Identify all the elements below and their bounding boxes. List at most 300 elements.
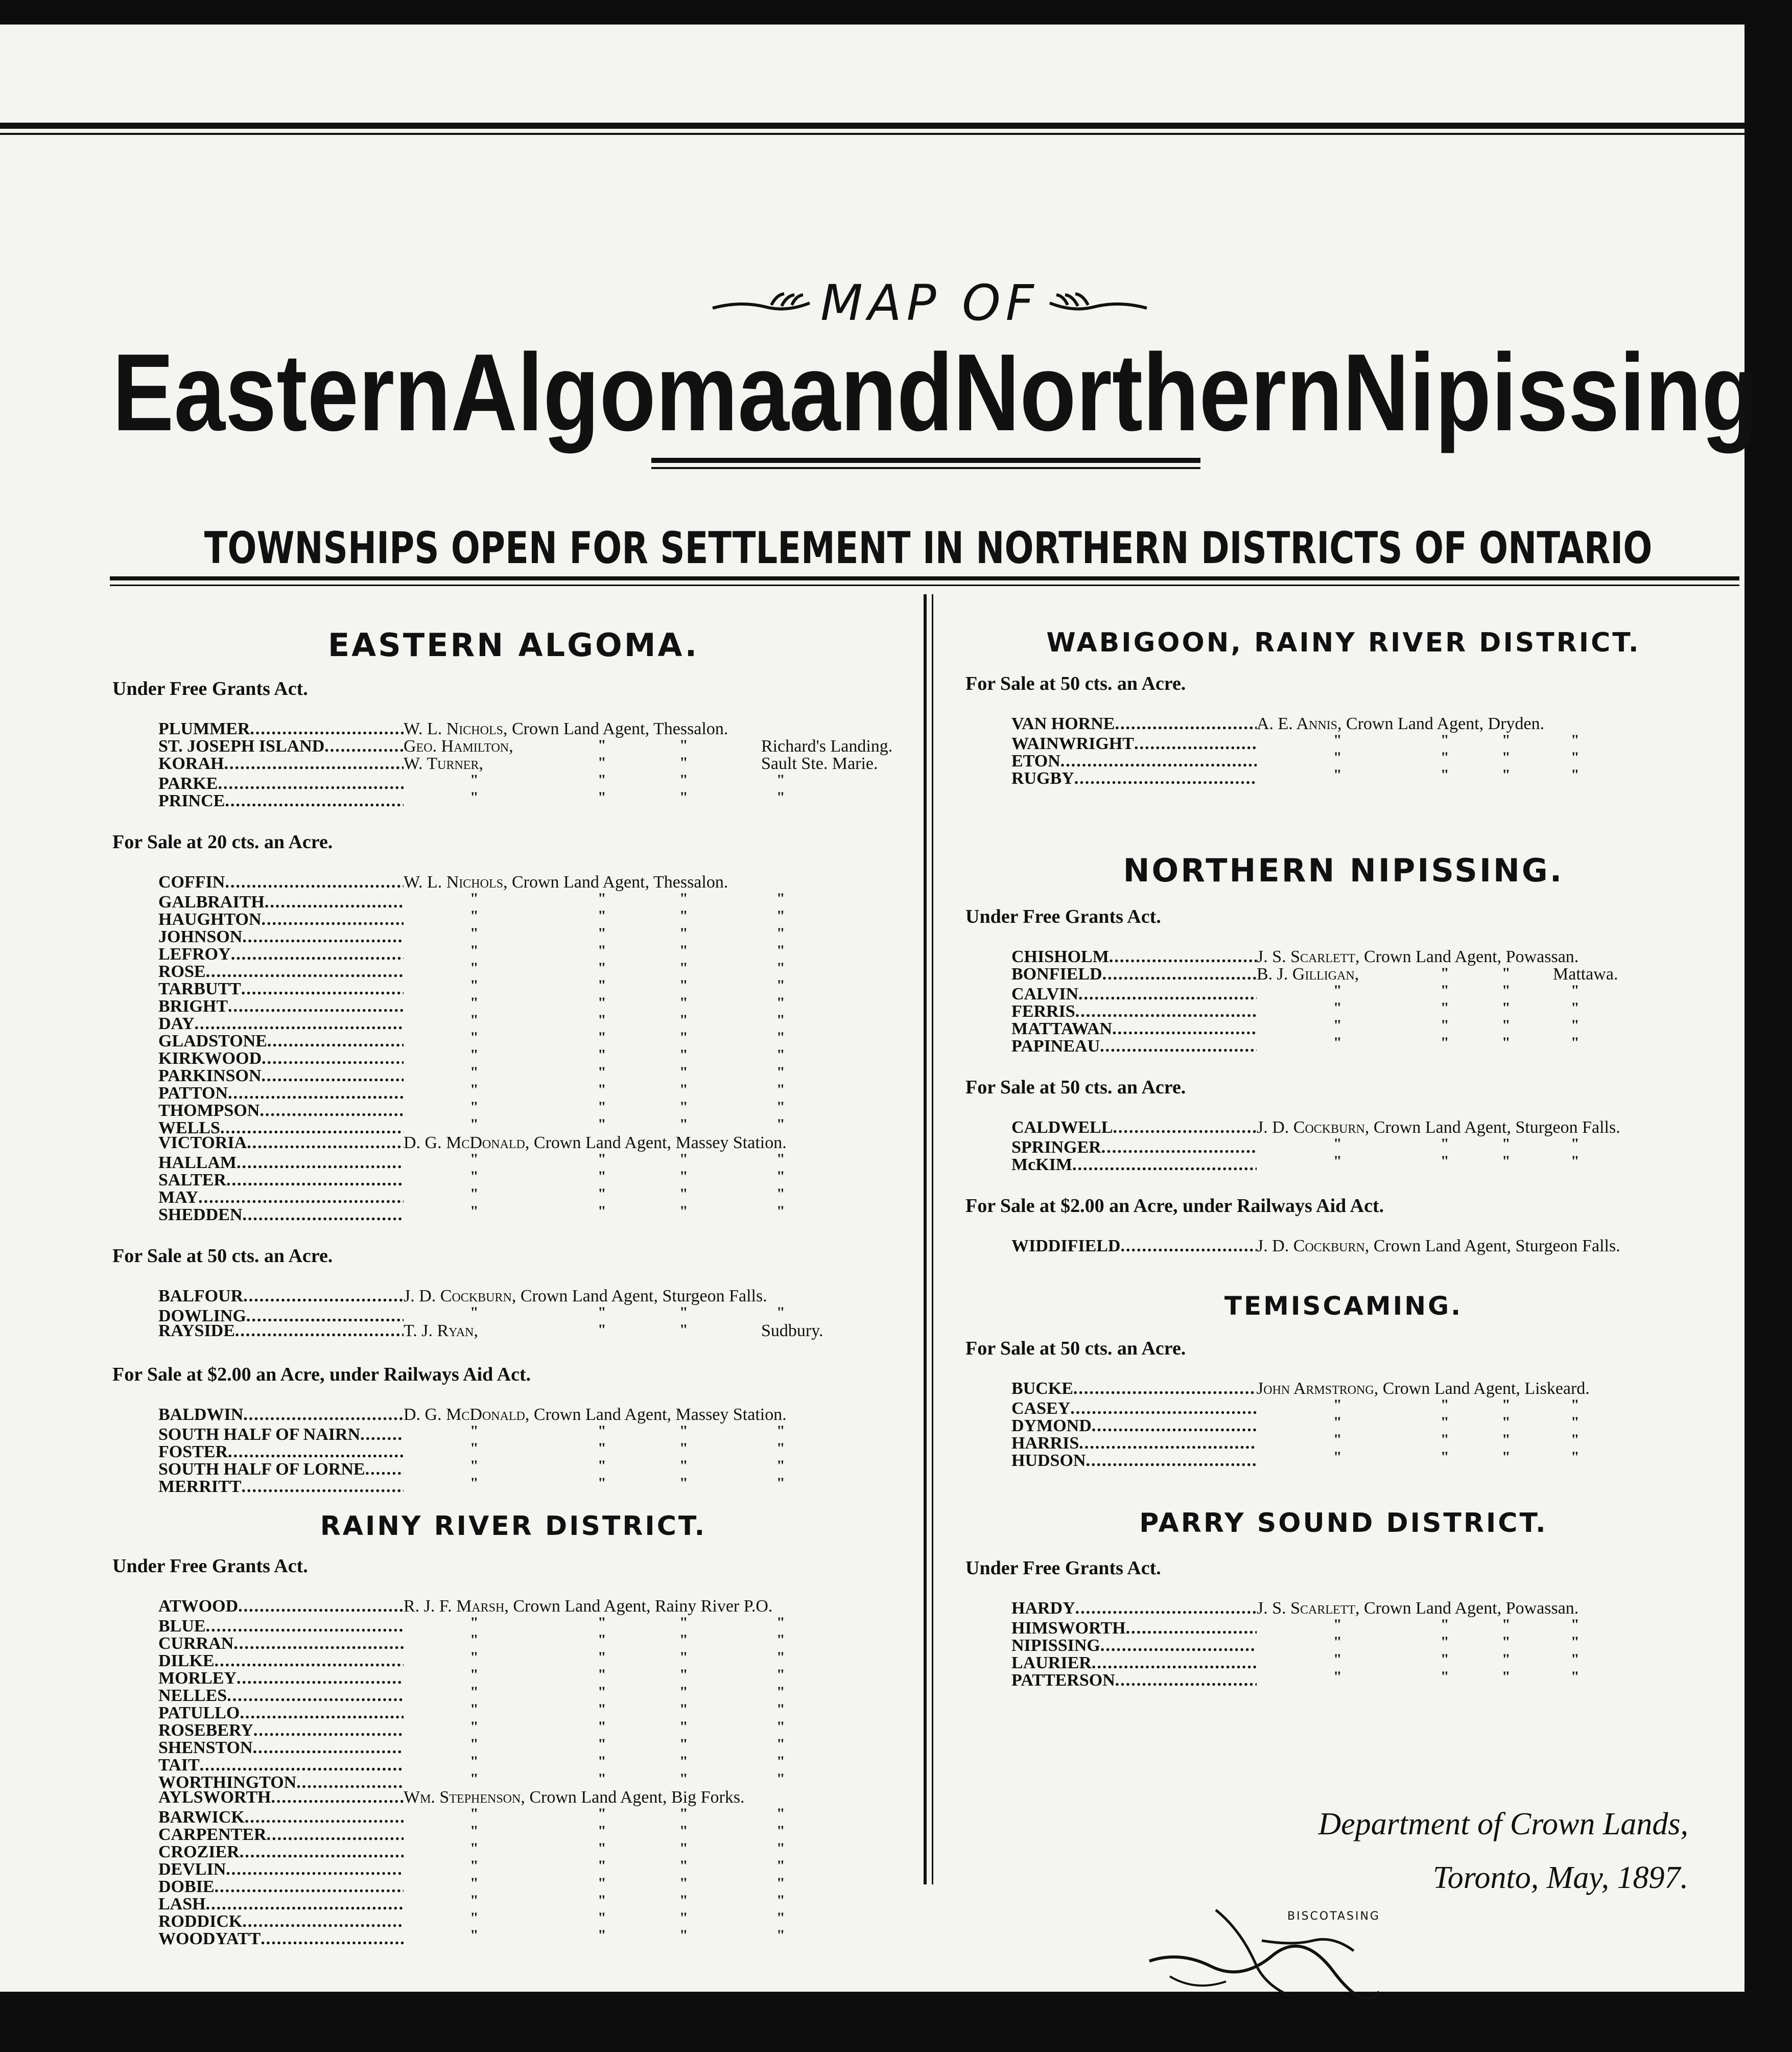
ditto-mark: ": [1441, 749, 1449, 766]
ditto-mark: ": [598, 977, 606, 994]
agent-name: B. J. Gilligan,: [1257, 965, 1359, 984]
township-row: [107, 737, 919, 754]
township-row: [107, 1823, 919, 1844]
agent-info: [404, 1753, 919, 1770]
ditto-mark: ": [776, 1304, 785, 1321]
agent-info: [404, 772, 919, 789]
agent-info: [1257, 965, 1727, 982]
terms-group: [960, 901, 1727, 1056]
leader-dots: [243, 1287, 404, 1306]
agent-name: Wm. Stephenson,: [404, 1788, 525, 1807]
ditto-mark: ": [776, 772, 785, 788]
ditto-mark: ": [1333, 999, 1342, 1016]
agent-info: [404, 1823, 919, 1840]
ditto-mark: ": [1571, 982, 1579, 999]
ditto-mark: ": [679, 1423, 688, 1439]
township-name-text: THOMPSON: [158, 1101, 260, 1120]
ditto-mark: ": [598, 942, 606, 959]
agent-info: [404, 1116, 919, 1133]
ditto-mark: ": [776, 1457, 785, 1474]
agent-info: [404, 907, 919, 925]
map-place-label: BISCOTASING: [1287, 1910, 1380, 1923]
township-name-text: PRINCE: [158, 791, 225, 810]
ditto-mark: ": [1333, 749, 1342, 766]
sale-terms: Under Free Grants Act.: [965, 1557, 1161, 1579]
township-name-text: SALTER: [158, 1171, 226, 1190]
ditto-mark: ": [776, 1892, 785, 1909]
agent-info: [1257, 732, 1727, 749]
township-row: [107, 1666, 919, 1688]
ditto-mark: ": [776, 942, 785, 959]
ditto-mark: ": [776, 1649, 785, 1666]
township-name: [158, 1287, 404, 1306]
township-name-text: VAN HORNE: [1011, 714, 1115, 733]
terms-group: [107, 673, 919, 810]
township-row: [960, 749, 1727, 771]
township-row: [107, 1892, 919, 1914]
ditto-mark: ": [598, 960, 606, 976]
ditto-mark: ": [598, 1666, 606, 1683]
township-name: [158, 754, 404, 774]
leader-dots: [271, 1788, 404, 1807]
township-name-text: GALBRAITH: [158, 893, 265, 912]
ditto-mark: ": [598, 1099, 606, 1115]
sale-terms: For Sale at $2.00 an Acre, under Railways Aid Act.: [112, 1364, 531, 1385]
ditto-mark: ": [598, 1753, 606, 1770]
ditto-mark: ": [1333, 1449, 1342, 1465]
township-row: [107, 1046, 919, 1068]
township-name: [158, 1788, 404, 1807]
agent-name: J. S. Scarlett,: [1257, 1599, 1360, 1618]
ditto-mark: ": [470, 1304, 479, 1321]
agent-place: Sudbury.: [761, 1321, 823, 1340]
ditto-mark: ": [598, 994, 606, 1011]
leader-dots: [225, 873, 404, 892]
agent-office: Crown Land Agent, Thessalon.: [507, 873, 728, 892]
agent-office: Crown Land Agent, Big Forks.: [525, 1788, 745, 1807]
township-name: [158, 1405, 404, 1425]
terms-group: [107, 827, 919, 1224]
ditto-mark: ": [679, 1099, 688, 1115]
ditto-mark: ": [679, 1475, 688, 1491]
ditto-mark: ": [1441, 1634, 1449, 1650]
ditto-mark: ": [470, 1475, 479, 1491]
agent-info: [404, 925, 919, 942]
section-rule-thin: [110, 585, 1739, 586]
ditto-mark: ": [1571, 1034, 1579, 1051]
district-block: [107, 617, 919, 1496]
township-row: [960, 1431, 1727, 1453]
ditto-mark: ": [1571, 732, 1579, 749]
ditto-mark: ": [470, 772, 479, 788]
ditto-mark: ": [776, 1840, 785, 1857]
ditto-mark: ": [776, 1805, 785, 1822]
township-row: [960, 982, 1727, 1004]
township-row: [107, 1321, 919, 1339]
township-row: [960, 1034, 1727, 1056]
district-heading: TEMISCAMING.: [1224, 1291, 1463, 1321]
footer-signature: [1318, 1798, 1688, 1905]
ditto-mark: ": [598, 1909, 606, 1926]
township-name-text: CASEY: [1011, 1399, 1071, 1418]
township-row: [107, 789, 919, 810]
agent-info: [404, 1649, 919, 1666]
ditto-mark: ": [679, 789, 688, 806]
ditto-mark: ": [679, 1736, 688, 1753]
township-name-text: DOWLING: [158, 1307, 246, 1325]
leader-dots: [1100, 1037, 1257, 1056]
ditto-mark: ": [470, 1736, 479, 1753]
agent-office: Crown Land Agent, Dryden.: [1341, 714, 1545, 733]
ditto-mark: ": [679, 754, 688, 771]
ditto-mark: ": [1333, 1616, 1342, 1633]
township-row: [107, 1875, 919, 1896]
ditto-mark: ": [776, 1684, 785, 1700]
township-name-text: SOUTH HALF OF NAIRN: [158, 1425, 361, 1444]
ditto-mark: ": [679, 1909, 688, 1926]
township-name: [1011, 1237, 1257, 1256]
ditto-mark: ": [776, 1927, 785, 1944]
township-row: [107, 977, 919, 998]
ditto-mark: ": [776, 1770, 785, 1787]
ditto-mark: ": [598, 1736, 606, 1753]
agent-info: [404, 1287, 919, 1304]
ditto-mark: ": [598, 1614, 606, 1631]
agent-info: [1257, 766, 1727, 784]
township-row: [107, 890, 919, 912]
township-row: [107, 907, 919, 929]
section-rule-thick: [110, 576, 1739, 580]
ditto-mark: ": [679, 960, 688, 976]
agent-info: [404, 1666, 919, 1684]
ditto-mark: ": [679, 1684, 688, 1700]
ditto-mark: ": [1502, 1135, 1511, 1152]
agent-office: Crown Land Agent, Powassan.: [1359, 947, 1579, 966]
agent-info: [1257, 982, 1727, 999]
township-name-text: RODDICK: [158, 1912, 243, 1931]
terms-group: [107, 1359, 919, 1496]
township-name-text: PATTON: [158, 1084, 228, 1103]
township-row: [960, 1396, 1727, 1418]
ditto-mark: ": [679, 1753, 688, 1770]
agent-info: [404, 1133, 919, 1151]
ditto-mark: ": [598, 789, 606, 806]
ditto-mark: ": [1571, 1449, 1579, 1465]
township-name: [158, 1597, 404, 1616]
township-row: [107, 1081, 919, 1103]
township-name-text: FERRIS: [1011, 1002, 1075, 1021]
township-row: [107, 1185, 919, 1207]
township-row: [107, 1064, 919, 1085]
township-name-text: SPRINGER: [1011, 1138, 1101, 1157]
township-name-text: TARBUTT: [158, 980, 241, 998]
ditto-mark: ": [598, 907, 606, 924]
township-name-text: SHENSTON: [158, 1738, 253, 1757]
township-name-text: SHEDDEN: [158, 1205, 243, 1224]
agent-info: [404, 1046, 919, 1064]
district-block: [107, 1502, 919, 1948]
agent-office: Crown Land Agent, Sturgeon Falls.: [516, 1287, 767, 1305]
ditto-mark: ": [679, 1892, 688, 1909]
ditto-mark: ": [598, 890, 606, 907]
ditto-mark: ": [470, 1029, 479, 1046]
ditto-mark: ": [776, 1440, 785, 1457]
township-name-text: HARRIS: [1011, 1434, 1079, 1453]
ditto-mark: ": [470, 1718, 479, 1735]
agent-name: J. D. Cockburn,: [404, 1287, 516, 1305]
agent-info: [1257, 1616, 1727, 1634]
agent-info: [1257, 1034, 1727, 1052]
agent-office: Crown Land Agent, Rainy River P.O.: [508, 1597, 773, 1616]
leader-dots: [324, 737, 404, 756]
ditto-mark: ": [470, 1927, 479, 1944]
township-name-text: BONFIELD: [1011, 965, 1102, 984]
agent-name: D. G. McDonald,: [404, 1133, 530, 1152]
ditto-mark: ": [679, 1823, 688, 1839]
ditto-mark: ": [1441, 1153, 1449, 1170]
township-row: [960, 1449, 1727, 1470]
ditto-mark: ": [679, 1631, 688, 1648]
subtitle-text: TOWNSHIPS OPEN FOR SETTLEMENT IN NORTHERN DISTRICTS OF ONTARIO: [204, 523, 1653, 574]
township-name-text: BALFOUR: [158, 1287, 244, 1305]
agent-name: W. L. Nichols,: [404, 719, 508, 738]
township-name-text: CALDWELL: [1011, 1118, 1113, 1137]
ditto-mark: ": [470, 1805, 479, 1822]
ditto-mark: ": [679, 925, 688, 942]
agent-name: J. D. Cockburn,: [1257, 1237, 1370, 1255]
ditto-mark: ": [1441, 965, 1449, 982]
township-name-text: MORLEY: [158, 1669, 237, 1688]
ditto-mark: ": [470, 1753, 479, 1770]
ditto-mark: ": [470, 1666, 479, 1683]
sale-terms: For Sale at 50 cts. an Acre.: [965, 1338, 1186, 1359]
ditto-mark: ": [1333, 982, 1342, 999]
ditto-mark: ": [1502, 999, 1511, 1016]
ditto-mark: ": [1571, 1616, 1579, 1633]
agent-name: R. J. F. Marsh,: [404, 1597, 509, 1616]
ditto-mark: ": [1333, 1017, 1342, 1034]
leader-dots: [247, 1133, 404, 1153]
ditto-mark: ": [1502, 1017, 1511, 1034]
township-name-text: CARPENTER: [158, 1825, 267, 1844]
ditto-mark: ": [1502, 965, 1511, 982]
ditto-mark: ": [1571, 1668, 1579, 1685]
sale-terms: Under Free Grants Act.: [965, 906, 1161, 927]
agent-info: [404, 1909, 919, 1927]
agent-info: [404, 977, 919, 994]
township-row: [107, 1631, 919, 1653]
township-row: [960, 714, 1727, 732]
ditto-mark: ": [598, 1770, 606, 1787]
ditto-mark: ": [1441, 766, 1449, 783]
township-name-text: PATTERSON: [1011, 1671, 1115, 1690]
township-row: [960, 1118, 1727, 1135]
township-name-text: PARKINSON: [158, 1066, 262, 1085]
ditto-mark: ": [679, 1770, 688, 1787]
agent-info: [1257, 1135, 1727, 1153]
district-block: [960, 1494, 1727, 1690]
ditto-mark: ": [598, 1440, 606, 1457]
leader-dots: [1102, 965, 1257, 984]
ditto-mark: ": [1502, 1449, 1511, 1465]
ditto-mark: ": [598, 1064, 606, 1081]
ditto-mark: ": [470, 1631, 479, 1648]
agent-info: [404, 1012, 919, 1029]
ditto-mark: ": [776, 1475, 785, 1491]
ditto-mark: ": [470, 1840, 479, 1857]
township-name-text: McKIM: [1011, 1155, 1072, 1174]
title-word: Algoma: [451, 331, 789, 454]
township-name-text: CHISHOLM: [1011, 947, 1109, 966]
terms-group: [960, 1553, 1727, 1690]
ditto-mark: ": [1502, 1153, 1511, 1170]
ditto-mark: ": [776, 789, 785, 806]
ditto-mark: ": [679, 1012, 688, 1029]
agent-info: [404, 994, 919, 1012]
sale-terms: For Sale at 50 cts. an Acre.: [112, 1245, 333, 1267]
township-row: [960, 1668, 1727, 1690]
ditto-mark: ": [1571, 1135, 1579, 1152]
sale-terms: For Sale at 50 cts. an Acre.: [965, 673, 1186, 694]
township-row: [107, 1116, 919, 1137]
township-row: [960, 947, 1727, 965]
township-row: [107, 942, 919, 964]
township-row: [960, 766, 1727, 788]
ditto-mark: ": [470, 1116, 479, 1133]
ditto-mark: ": [776, 907, 785, 924]
column-divider-left: [924, 594, 927, 1884]
subtitle: [0, 523, 1744, 574]
ditto-mark: ": [776, 1185, 785, 1202]
terms-group: [960, 668, 1727, 788]
ditto-mark: ": [1441, 1431, 1449, 1448]
township-row: [960, 1616, 1727, 1638]
ditto-mark: ": [470, 1423, 479, 1439]
agent-info: [1257, 714, 1727, 732]
ditto-mark: ": [598, 1185, 606, 1202]
ditto-mark: ": [1441, 1414, 1449, 1431]
ditto-mark: ": [776, 1099, 785, 1115]
ditto-mark: ": [598, 1029, 606, 1046]
title-word: Northern: [953, 331, 1343, 454]
agent-info: [404, 1597, 919, 1614]
ditto-mark: ": [1502, 1616, 1511, 1633]
township-row: [107, 1440, 919, 1461]
ditto-mark: ": [470, 1684, 479, 1700]
township-row: [107, 1649, 919, 1670]
township-name: [158, 791, 404, 811]
ditto-mark: ": [1502, 1431, 1511, 1448]
ditto-mark: ": [679, 1203, 688, 1220]
ditto-mark: ": [776, 1029, 785, 1046]
township-name-text: HUDSON: [1011, 1451, 1086, 1470]
township-row: [107, 1718, 919, 1740]
leader-dots: [225, 791, 404, 811]
township-row: [107, 1423, 919, 1444]
agent-info: [404, 1684, 919, 1701]
agent-info: [404, 1927, 919, 1944]
ditto-mark: ": [1333, 1634, 1342, 1650]
ditto-mark: ": [598, 1203, 606, 1220]
township-row: [960, 732, 1727, 753]
ditto-mark: ": [1502, 749, 1511, 766]
agent-info: [404, 754, 919, 772]
district-block: [960, 617, 1727, 788]
township-row: [107, 1857, 919, 1879]
terms-group: [107, 1551, 919, 1948]
ditto-mark: ": [1571, 1153, 1579, 1170]
township-row: [960, 999, 1727, 1021]
ditto-mark: ": [1571, 1396, 1579, 1413]
agent-info: [1257, 947, 1727, 965]
ditto-mark: ": [470, 960, 479, 976]
township-name-text: PAPINEAU: [1011, 1037, 1100, 1056]
township-name: [158, 1133, 404, 1153]
ditto-mark: ": [598, 1718, 606, 1735]
township-row: [960, 1651, 1727, 1672]
ditto-mark: ": [679, 1457, 688, 1474]
ditto-mark: ": [679, 1116, 688, 1133]
township-name: [158, 1321, 404, 1341]
ditto-mark: ": [1571, 1651, 1579, 1668]
agent-office: Crown Land Agent, Liskeard.: [1378, 1379, 1590, 1398]
ditto-mark: ": [598, 1321, 606, 1338]
leader-dots: [241, 1477, 404, 1497]
agent-office: Crown Land Agent, Powassan.: [1359, 1599, 1579, 1618]
ditto-mark: ": [470, 925, 479, 942]
township-name-text: GLADSTONE: [158, 1032, 267, 1051]
ditto-mark: ": [679, 1614, 688, 1631]
township-name: [1011, 1379, 1257, 1398]
ditto-mark: ": [1333, 1431, 1342, 1448]
leader-dots: [235, 1321, 404, 1341]
township-name: [1011, 1155, 1257, 1175]
agent-info: [1257, 1449, 1727, 1466]
ditto-mark: ": [1333, 1135, 1342, 1152]
agent-info: [1257, 749, 1727, 766]
ditto-mark: ": [776, 1046, 785, 1063]
ditto-mark: ": [470, 1875, 479, 1892]
ditto-mark: ": [470, 1909, 479, 1926]
agent-info: [404, 1440, 919, 1457]
ditto-mark: ": [1333, 1668, 1342, 1685]
ditto-mark: ": [776, 1701, 785, 1718]
ditto-mark: ": [679, 1304, 688, 1321]
township-name-text: MERRITT: [158, 1477, 242, 1496]
ditto-mark: ": [1502, 766, 1511, 783]
township-name-text: VICTORIA: [158, 1133, 247, 1152]
ditto-mark: ": [679, 1805, 688, 1822]
ditto-mark: ": [776, 1875, 785, 1892]
ditto-mark: ": [776, 1012, 785, 1029]
ditto-mark: ": [470, 977, 479, 994]
township-row: [107, 1133, 919, 1151]
agent-info: [404, 942, 919, 960]
agent-info: [404, 789, 919, 806]
agent-info: [404, 737, 919, 754]
ditto-mark: ": [776, 1753, 785, 1770]
ditto-mark: ": [598, 1475, 606, 1491]
district-block: [960, 1279, 1727, 1470]
township-name: [1011, 1599, 1257, 1618]
township-row: [107, 1770, 919, 1792]
ditto-mark: ": [470, 1457, 479, 1474]
ditto-mark: ": [776, 960, 785, 976]
ditto-mark: ": [776, 1151, 785, 1168]
township-name-text: LAURIER: [1011, 1653, 1092, 1672]
ditto-mark: ": [470, 942, 479, 959]
township-name-text: BUCKE: [1011, 1379, 1073, 1398]
